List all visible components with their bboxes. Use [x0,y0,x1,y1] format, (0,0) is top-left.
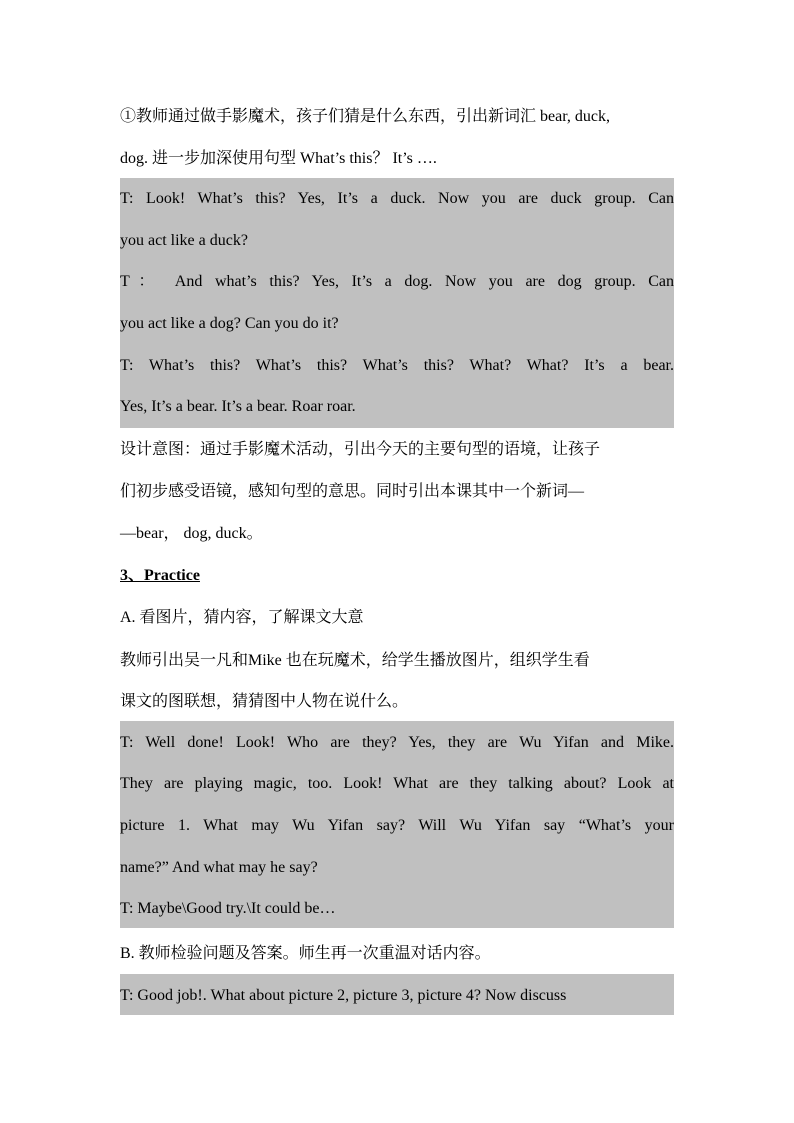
dialog1-line: T: Look! What’s this? Yes, It’s a duck. Now you are duck group. Can [120,190,674,207]
intro-line-2: dog. 进一步加深使用句型 What’s this？ It’s …. [120,150,437,167]
step-a-title: A. 看图片，猜内容，了解课文大意 [120,609,364,626]
dialog2-line: T: Well done! Look! Who are they? Yes, they are Wu Yifan and Mike. [120,734,674,751]
dialog2-line: picture 1. What may Wu Yifan say? Will Wu Yifan say “What’s your [120,817,674,834]
dialog3-line: T: Good job!. What about picture 2, picture 3, picture 4? Now discuss [120,987,567,1004]
intro-line-1: ①教师通过做手影魔术，孩子们猜是什么东西，引出新词汇 bear, duck, [120,108,610,125]
dialog2-line: They are playing magic, too. Look! What are they talking about? Look at [120,775,674,792]
design-line-3: —bear， dog, duck。 [120,525,263,542]
dialog-block-1 [120,178,674,428]
dialog1-line: you act like a duck? [120,232,248,249]
dialog1-line: you act like a dog? Can you do it? [120,315,339,332]
step-b-title: B. 教师检验问题及答案。师生再一次重温对话内容。 [120,945,491,962]
dialog1-line: T： And what’s this? Yes, It’s a dog. Now you are dog group. Can [120,273,674,290]
section-heading: 3、Practice [120,567,200,584]
dialog2-line: T: Maybe\Good try.\It could be… [120,900,336,917]
design-line-2: 们初步感受语镜，感知句型的意思。同时引出本课其中一个新词— [120,483,585,500]
step-a-line-1: 教师引出吴一凡和Mike 也在玩魔术，给学生播放图片，组织学生看 [120,652,590,669]
dialog1-line: T: What’s this? What’s this? What’s this? What? What? It’s a bear. [120,357,674,374]
step-a-line-2: 课文的图联想，猜猜图中人物在说什么。 [120,693,409,710]
design-line-1: 设计意图：通过手影魔术活动，引出今天的主要句型的语境，让孩子 [120,441,601,458]
dialog2-line: name?” And what may he say? [120,859,318,876]
dialog1-line: Yes, It’s a bear. It’s a bear. Roar roar. [120,398,356,415]
